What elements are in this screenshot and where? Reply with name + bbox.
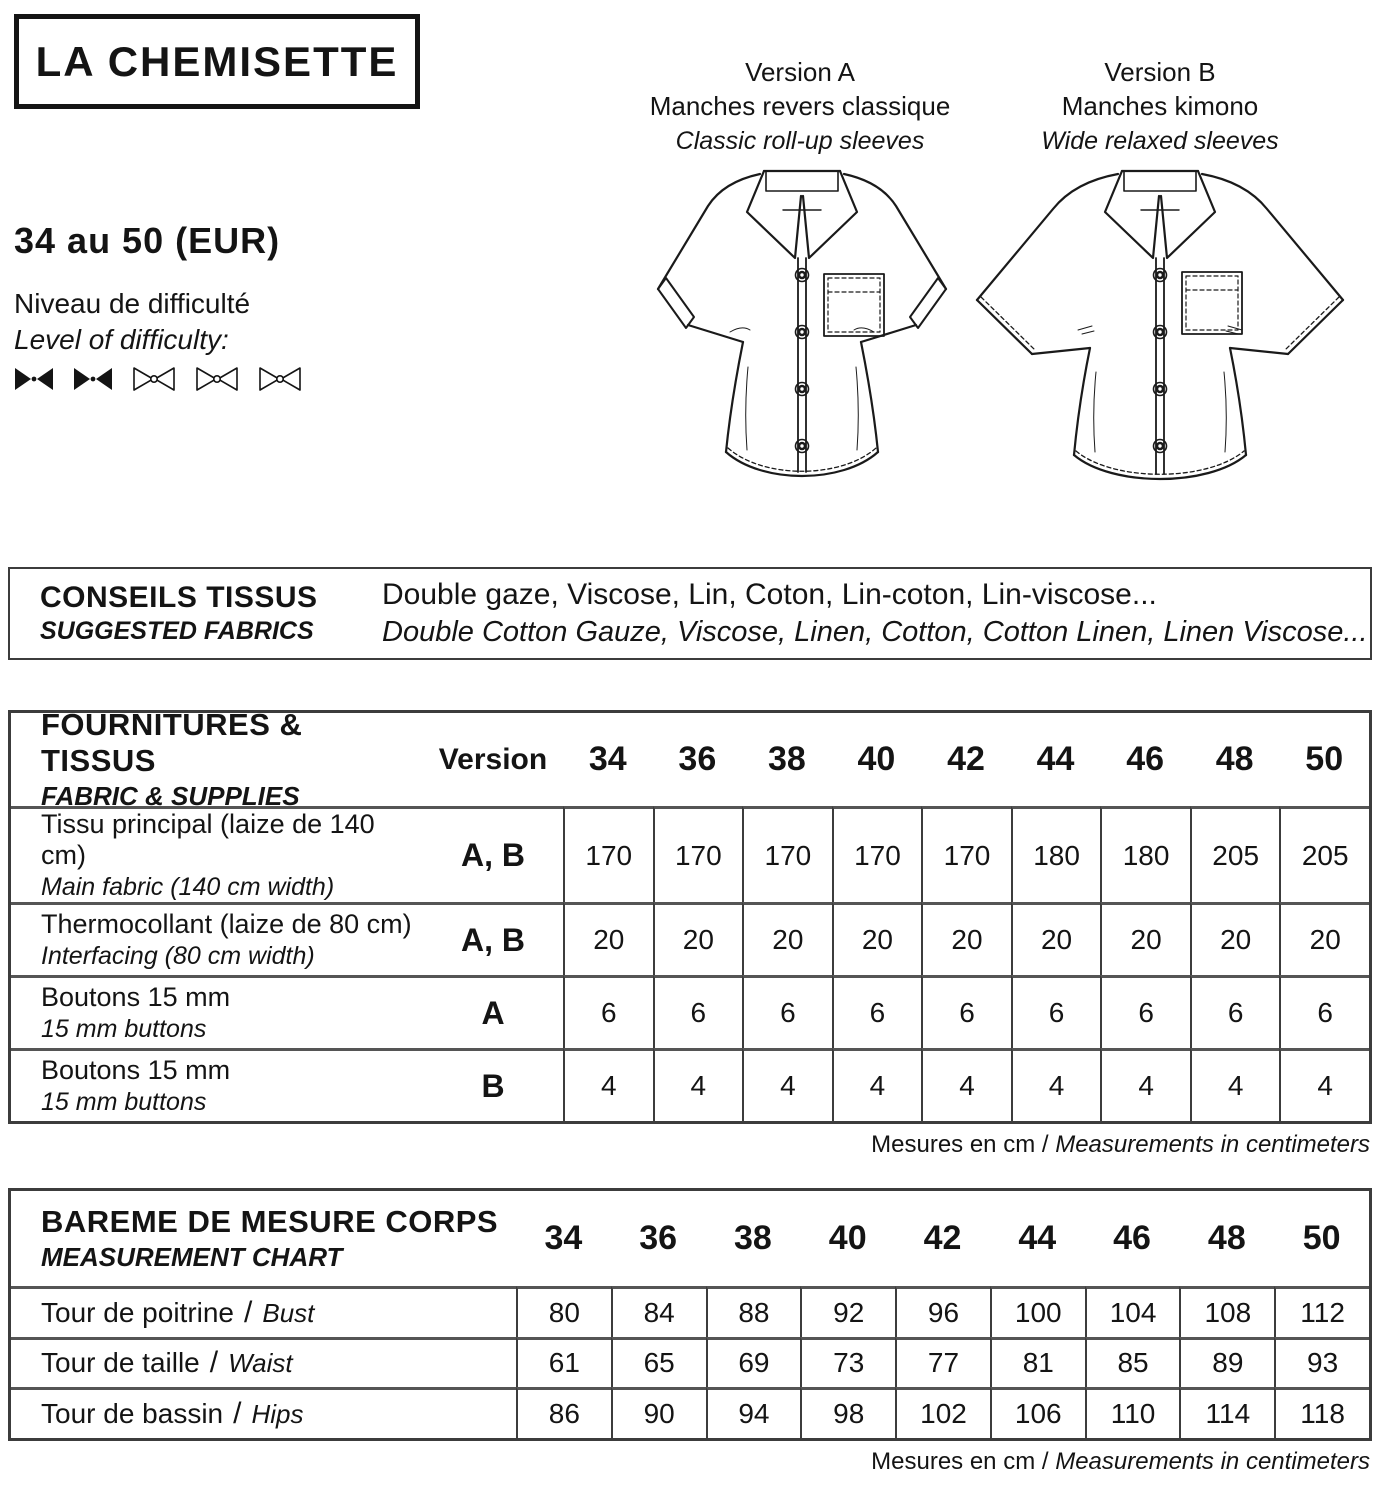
table-cell: 4 xyxy=(1190,1048,1280,1121)
row-label-fr: Boutons 15 mm xyxy=(41,1055,231,1085)
row-label-fr: Boutons 15 mm xyxy=(41,982,231,1012)
row-version: A xyxy=(423,975,563,1048)
supplies-table xyxy=(8,707,1372,1124)
supplies-title-en: FABRIC & SUPPLIES xyxy=(41,781,300,811)
suggested-fabrics-box xyxy=(8,567,1372,660)
table-cell: 20 xyxy=(832,902,922,975)
size-column-header: 46 xyxy=(1126,740,1165,778)
row-version: A, B xyxy=(423,902,563,975)
table-row-label xyxy=(11,806,423,902)
units-note-fr: Mesures en cm / xyxy=(871,1448,1056,1475)
size-column-header: 42 xyxy=(947,740,985,778)
table-cell: 20 xyxy=(1279,902,1369,975)
row-label-en: 15 mm buttons xyxy=(41,1015,207,1043)
table-cell: 6 xyxy=(1100,975,1190,1048)
difficulty-bobbin-icon-empty xyxy=(258,364,302,394)
row-label-en: Bust xyxy=(262,1297,315,1328)
row-label-en: 15 mm buttons xyxy=(41,1088,207,1116)
version-a-name: Version A xyxy=(745,57,855,87)
table-row-label xyxy=(11,1048,423,1121)
table-cell: 65 xyxy=(611,1337,706,1388)
table-cell: 77 xyxy=(895,1337,990,1388)
row-label-en: Waist xyxy=(228,1348,293,1379)
size-column-header: 42 xyxy=(923,1219,962,1257)
row-label-fr: Tour de bassin xyxy=(41,1398,224,1430)
table-cell: 118 xyxy=(1274,1387,1369,1438)
units-note xyxy=(871,1448,1370,1476)
table-cell: 6 xyxy=(1190,975,1280,1048)
measurement-table xyxy=(8,1188,1372,1441)
size-range: 34 au 50 (EUR) xyxy=(14,220,281,261)
table-cell: 4 xyxy=(742,1048,832,1121)
table-cell: 96 xyxy=(895,1286,990,1337)
table-cell: 108 xyxy=(1179,1286,1274,1337)
table-cell: 4 xyxy=(1279,1048,1369,1121)
table-cell: 89 xyxy=(1179,1337,1274,1388)
measurement-title-fr: BAREME DE MESURE CORPS xyxy=(41,1204,499,1239)
measurement-title-en: MEASUREMENT CHART xyxy=(41,1242,343,1272)
table-cell: 4 xyxy=(921,1048,1011,1121)
difficulty-bobbin-icon-filled xyxy=(14,364,54,394)
table-cell: 88 xyxy=(706,1286,801,1337)
row-label-fr: Tissu principal (laize de 140 cm) xyxy=(41,809,375,870)
table-cell: 90 xyxy=(611,1387,706,1438)
row-version: A, B xyxy=(423,806,563,902)
table-cell: 4 xyxy=(653,1048,743,1121)
table-cell: 170 xyxy=(563,806,653,902)
size-column-header: 50 xyxy=(1302,1219,1341,1257)
version-a-subtitle-en: Classic roll-up sleeves xyxy=(675,127,925,155)
size-column-header: 40 xyxy=(828,1219,867,1257)
table-cell: 114 xyxy=(1179,1387,1274,1438)
measurement-table-title xyxy=(11,1191,516,1286)
table-cell: 205 xyxy=(1190,806,1280,902)
table-cell: 180 xyxy=(1011,806,1101,902)
units-note-fr: Mesures en cm / xyxy=(871,1131,1056,1158)
table-cell: 98 xyxy=(800,1387,895,1438)
row-label-en: Main fabric (140 cm width) xyxy=(41,873,335,901)
table-cell: 180 xyxy=(1100,806,1190,902)
table-cell: 20 xyxy=(921,902,1011,975)
table-row-label xyxy=(11,975,423,1048)
label-separator: / xyxy=(209,1346,219,1380)
table-cell: 6 xyxy=(1279,975,1369,1048)
table-cell: 20 xyxy=(653,902,743,975)
size-column-header: 44 xyxy=(1036,740,1075,778)
table-cell: 170 xyxy=(742,806,832,902)
table-cell: 6 xyxy=(742,975,832,1048)
table-cell: 84 xyxy=(611,1286,706,1337)
difficulty-bobbin-icon-empty xyxy=(132,364,176,394)
size-column-header: 38 xyxy=(734,1219,772,1257)
fabrics-title-fr: CONSEILS TISSUS xyxy=(40,581,318,614)
table-cell: 100 xyxy=(990,1286,1085,1337)
table-cell: 86 xyxy=(516,1387,611,1438)
table-cell: 4 xyxy=(563,1048,653,1121)
table-cell: 81 xyxy=(990,1337,1085,1388)
title-box xyxy=(14,14,420,109)
supplies-version-header: Version xyxy=(438,742,548,776)
difficulty-bobbin-icon-filled xyxy=(73,364,113,394)
version-a-heading xyxy=(615,55,985,159)
table-cell: 69 xyxy=(706,1337,801,1388)
row-label-en: Interfacing (80 cm width) xyxy=(41,942,315,970)
label-separator: / xyxy=(233,1397,242,1431)
version-a-subtitle-fr: Manches revers classique xyxy=(649,91,951,121)
table-cell: 205 xyxy=(1279,806,1369,902)
row-label-fr: Thermocollant (laize de 80 cm) xyxy=(41,909,412,939)
size-column-header: 34 xyxy=(588,740,627,778)
row-label-fr: Tour de poitrine xyxy=(41,1296,235,1328)
version-b-subtitle-en: Wide relaxed sleeves xyxy=(1041,127,1279,155)
table-cell: 20 xyxy=(1011,902,1101,975)
supplies-title-fr: FOURNITURES & TISSUS xyxy=(41,707,303,778)
table-cell: 6 xyxy=(921,975,1011,1048)
table-cell: 20 xyxy=(1190,902,1280,975)
table-cell: 170 xyxy=(653,806,743,902)
table-cell: 112 xyxy=(1274,1286,1369,1337)
units-note-en: Measurements in centimeters xyxy=(1055,1131,1370,1158)
version-b-name: Version B xyxy=(1104,57,1216,87)
shirt-drawing-version-b xyxy=(960,162,1360,487)
table-cell: 94 xyxy=(706,1387,801,1438)
table-row-label xyxy=(11,1387,516,1438)
table-cell: 20 xyxy=(563,902,653,975)
fabrics-box-content xyxy=(382,578,1368,649)
row-label-en: Hips xyxy=(251,1399,304,1430)
label-separator: / xyxy=(244,1295,253,1329)
table-row-label xyxy=(11,1337,516,1388)
difficulty-bobbin-icon-empty xyxy=(195,364,239,394)
units-note xyxy=(871,1131,1370,1159)
row-version: B xyxy=(423,1048,563,1121)
table-cell: 92 xyxy=(800,1286,895,1337)
table-cell: 4 xyxy=(832,1048,922,1121)
table-cell: 106 xyxy=(990,1387,1085,1438)
table-cell: 93 xyxy=(1274,1337,1369,1388)
table-cell: 110 xyxy=(1085,1387,1180,1438)
difficulty-rating xyxy=(14,364,302,394)
table-row-label xyxy=(11,902,423,975)
version-b-subtitle-fr: Manches kimono xyxy=(1061,91,1259,121)
difficulty-label-fr: Niveau de difficulté xyxy=(14,288,251,319)
page-title: LA CHEMISETTE xyxy=(35,37,399,85)
table-cell: 61 xyxy=(516,1337,611,1388)
table-cell: 6 xyxy=(563,975,653,1048)
version-b-heading xyxy=(980,55,1340,159)
size-column-header: 36 xyxy=(639,1219,678,1257)
table-cell: 6 xyxy=(653,975,743,1048)
fabrics-list-en: Double Cotton Gauze, Viscose, Linen, Cotton, Cotton Linen, Linen Viscose... xyxy=(382,616,1368,648)
size-column-header: 50 xyxy=(1305,740,1344,778)
size-column-header: 46 xyxy=(1113,1219,1151,1257)
table-cell: 170 xyxy=(832,806,922,902)
size-column-header: 44 xyxy=(1018,1219,1057,1257)
table-cell: 170 xyxy=(921,806,1011,902)
size-column-header: 48 xyxy=(1215,740,1254,778)
size-column-header: 34 xyxy=(544,1219,583,1257)
row-label-fr: Tour de taille xyxy=(41,1347,200,1379)
supplies-table-title xyxy=(11,707,423,811)
table-row-label xyxy=(11,1286,516,1337)
difficulty-label-en: Level of difficulty: xyxy=(14,324,229,355)
fabrics-box-label xyxy=(10,581,382,646)
table-cell: 73 xyxy=(800,1337,895,1388)
size-column-header: 48 xyxy=(1207,1219,1246,1257)
table-cell: 20 xyxy=(742,902,832,975)
fabrics-list-fr: Double gaze, Viscose, Lin, Coton, Lin-coton, Lin-viscose... xyxy=(382,578,1157,611)
table-cell: 104 xyxy=(1085,1286,1180,1337)
fabrics-title-en: SUGGESTED FABRICS xyxy=(40,617,314,645)
table-cell: 85 xyxy=(1085,1337,1180,1388)
table-cell: 4 xyxy=(1100,1048,1190,1121)
table-cell: 102 xyxy=(895,1387,990,1438)
table-cell: 20 xyxy=(1100,902,1190,975)
size-column-header: 40 xyxy=(857,740,896,778)
size-column-header: 38 xyxy=(767,740,806,778)
table-cell: 4 xyxy=(1011,1048,1101,1121)
units-note-en: Measurements in centimeters xyxy=(1055,1448,1370,1475)
shirt-drawing-version-a xyxy=(627,162,977,487)
size-column-header: 36 xyxy=(678,740,717,778)
table-cell: 80 xyxy=(516,1286,611,1337)
table-cell: 6 xyxy=(1011,975,1101,1048)
table-cell: 6 xyxy=(832,975,922,1048)
